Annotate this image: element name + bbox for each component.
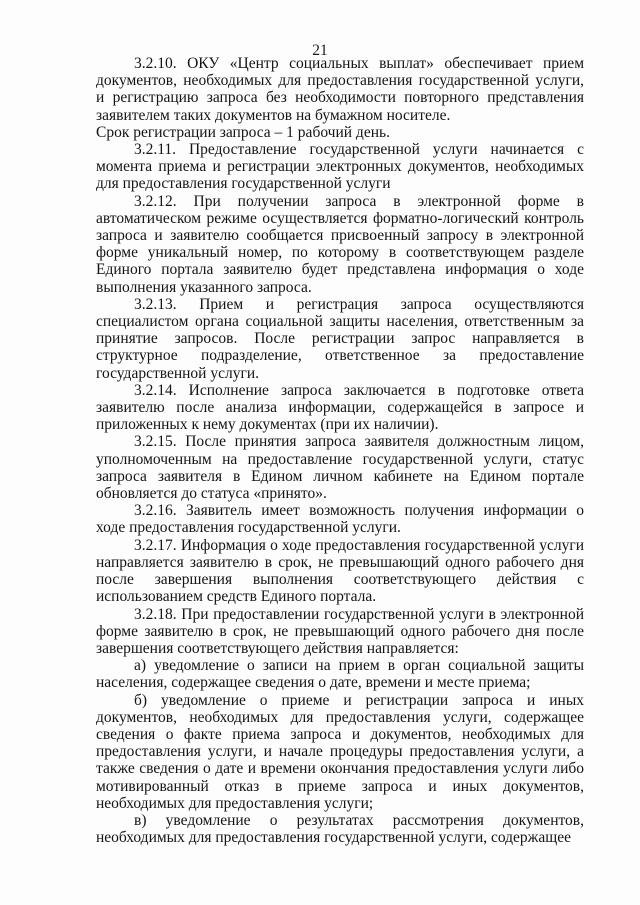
paragraph-3-2-18: 3.2.18. При предоставлении государственной услуги в электронной форме заявителю в срок, не превышающий одного рабочего дня после завершения соответствующего действия направляется: xyxy=(96,605,584,657)
list-item-b: б) уведомление о приеме и регистрации запроса и иных документов, необходимых для предоставления услуги, содержащее сведения о факте приема запроса и документов, необходимых для предоставления услуги, и начале процедуры предоставления услуги, а также сведения о дате и времени окончания предоставления услуги либо мотивированный отказ в приеме запроса и иных документов, необходимых для предоставления услуги; xyxy=(96,691,584,812)
paragraph-3-2-12: 3.2.12. При получении запроса в электронной форме в автоматическом режиме осуществляется форматно-логический контроль запроса и заявителю сообщается присвоенный запросу в электронной форме уникальный номер, по которому в соответствующем разделе Единого портала заявителю будет представлена информация о ходе выполнения указанного запроса. xyxy=(96,192,584,296)
document-body xyxy=(96,55,584,846)
paragraph-3-2-13: 3.2.13. Прием и регистрация запроса осуществляются специалистом органа социальной защиты населения, ответственным за принятие запросов. После регистрации запрос направляется в структурное подразделение, ответственное за предоставление государственной услуги. xyxy=(96,295,584,382)
paragraph-3-2-10: 3.2.10. ОКУ «Центр социальных выплат» обеспечивает прием документов, необходимых для предоставления государственной услуги, и регистрацию запроса без необходимости повторного представления заявителем таких документов на бумажном носителе. xyxy=(96,55,584,124)
paragraph-3-2-17: 3.2.17. Информация о ходе предоставления государственной услуги направляется заявителю в срок, не превышающий одного рабочего дня после завершения выполнения соответствующего действия с использованием средств Единого портала. xyxy=(96,536,584,606)
paragraph-3-2-16: 3.2.16. Заявитель имеет возможность получения информации о ходе предоставления государственной услуги. xyxy=(96,502,584,537)
page-number: 21 xyxy=(312,42,328,59)
paragraph-3-2-15: 3.2.15. После принятия запроса заявителя должностным лицом, уполномоченным на предоставление государственной услуги, статус запроса заявителя в Едином личном кабинете на Едином портале обновляется до статуса «принято». xyxy=(96,433,584,503)
paragraph-3-2-11: 3.2.11. Предоставление государственной услуги начинается с момента приема и регистрации электронных документов, необходимых для предоставления государственной услуги xyxy=(96,141,584,193)
list-item-v: в) уведомление о результатах рассмотрения документов, необходимых для предоставления государственной услуги, содержащее xyxy=(96,811,584,847)
paragraph-3-2-14: 3.2.14. Исполнение запроса заключается в подготовке ответа заявителю после анализа информации, содержащейся в запросе и приложенных к нему документах (при их наличии). xyxy=(96,381,584,434)
list-item-a: а) уведомление о записи на прием в орган социальной защиты населения, содержащее сведения о дате, времени и месте приема; xyxy=(96,657,584,692)
paragraph-registration-term: Срок регистрации запроса – 1 рабочий день. xyxy=(96,123,390,141)
